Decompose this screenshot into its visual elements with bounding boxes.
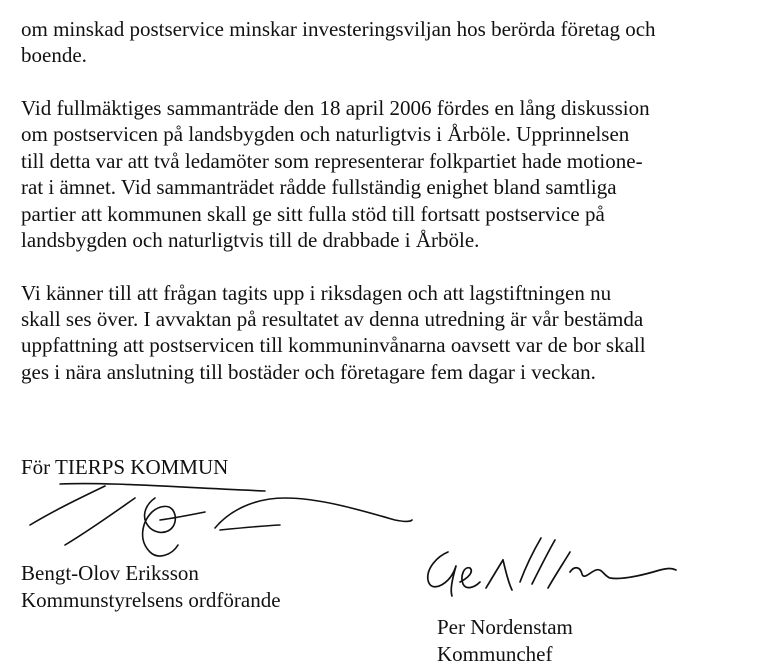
- paragraph-2-line-5: partier att kommunen skall ge sitt fulla stöd till fortsatt postservice på: [21, 202, 605, 226]
- closing-line: För TIERPS KOMMUN: [21, 455, 229, 479]
- signatory-2-name: Per Nordenstam: [437, 615, 573, 639]
- paragraph-2-line-6: landsbygden och naturligtvis till de drabbade i Årböle.: [21, 228, 480, 252]
- paragraph-2-line-3: till detta var att två ledamöter som representerar folkpartiet hade motione-: [21, 149, 643, 173]
- signatory-2-title: Kommunchef: [437, 642, 553, 666]
- paragraph-3-line-3: uppfattning att postservicen till kommuninvånarna oavsett var de bor skall: [21, 333, 646, 357]
- signatory-1-name: Bengt-Olov Eriksson: [21, 561, 199, 585]
- paragraph-2-line-4: rat i ämnet. Vid sammanträdet rådde fullständig enighet bland samtliga: [21, 175, 617, 199]
- paragraph-3-line-2: skall ses över. I avvaktan på resultatet av denna utredning är vår bestämda: [21, 307, 644, 331]
- signatory-1-title: Kommunstyrelsens ordförande: [21, 588, 281, 612]
- paragraph-1-line-2: boende.: [21, 43, 87, 67]
- paragraph-2-line-1: Vid fullmäktiges sammanträde den 18 april 2006 fördes en lång diskussion: [21, 96, 650, 120]
- paragraph-1-line-1: om minskad postservice minskar investeringsviljan hos berörda företag och: [21, 17, 656, 41]
- paragraph-3-line-1: Vi känner till att frågan tagits upp i riksdagen och att lagstiftningen nu: [21, 281, 612, 305]
- paragraph-3-line-4: ges i nära anslutning till bostäder och företagare fem dagar i veckan.: [21, 360, 596, 384]
- paragraph-2-line-2: om postservicen på landsbygden och naturligtvis i Årböle. Upprinnelsen: [21, 122, 630, 146]
